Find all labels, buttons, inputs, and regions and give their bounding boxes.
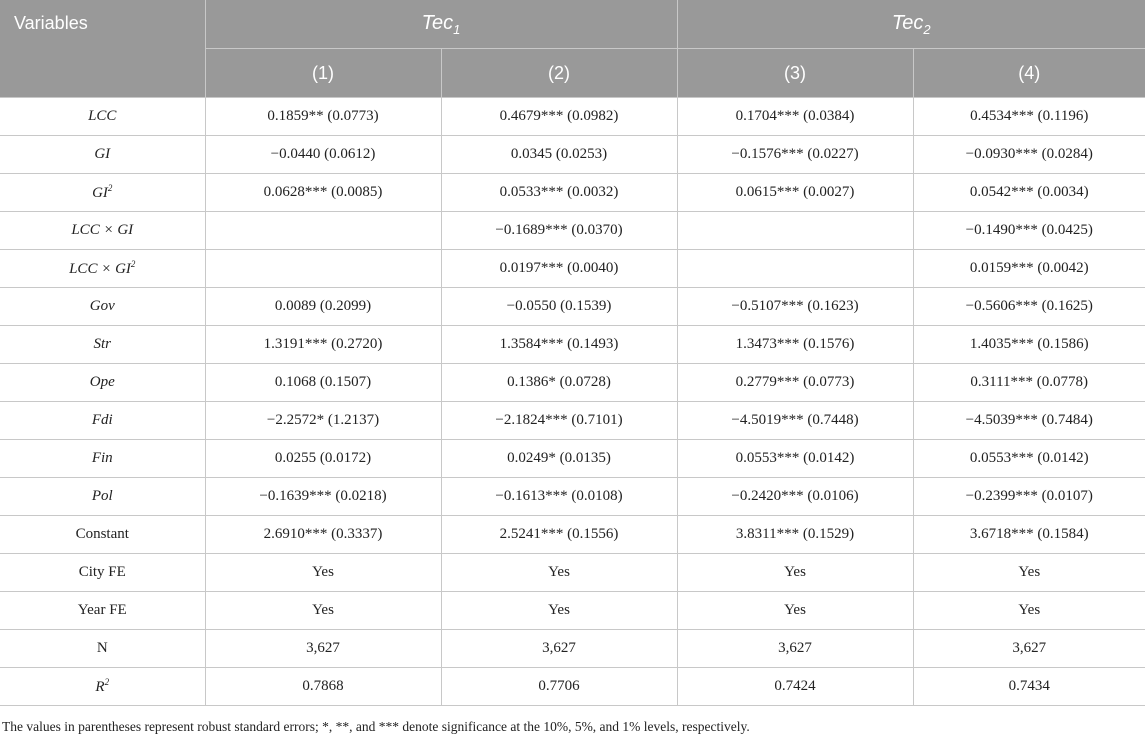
row-label-text: Fdi bbox=[91, 412, 113, 428]
row-label bbox=[0, 174, 205, 212]
table-cell: −0.1639*** (0.0218) bbox=[205, 478, 441, 516]
table-cell: 0.2779*** (0.0773) bbox=[677, 364, 913, 402]
table-header bbox=[0, 0, 1145, 98]
table-cell: 1.3191*** (0.2720) bbox=[205, 326, 441, 364]
table-cell: Yes bbox=[441, 592, 677, 630]
table-row bbox=[0, 174, 1145, 212]
row-label bbox=[0, 402, 205, 440]
table-cell: −0.1576*** (0.0227) bbox=[677, 136, 913, 174]
table-cell: 1.3473*** (0.1576) bbox=[677, 326, 913, 364]
table-cell: −0.1689*** (0.0370) bbox=[441, 212, 677, 250]
row-label-text: Gov bbox=[89, 298, 115, 314]
table-row bbox=[0, 440, 1145, 478]
table-footnote: The values in parentheses represent robust standard errors; *, **, and *** denote significance at the 10%, 5%, and 1% levels, respectively. bbox=[2, 719, 750, 734]
row-label bbox=[0, 630, 205, 668]
table-cell: −4.5039*** (0.7484) bbox=[913, 402, 1145, 440]
table-cell: −2.2572* (1.2137) bbox=[205, 402, 441, 440]
row-label bbox=[0, 440, 205, 478]
table-cell: Yes bbox=[441, 554, 677, 592]
group-header-base: Tec bbox=[891, 11, 924, 34]
row-label-superscript: 2 bbox=[104, 677, 110, 687]
table-cell: 2.5241*** (0.1556) bbox=[441, 516, 677, 554]
table-cell: −0.0440 (0.0612) bbox=[205, 136, 441, 174]
table-cell: 1.4035*** (0.1586) bbox=[913, 326, 1145, 364]
row-label-text: Year FE bbox=[77, 602, 127, 618]
table-cell: Yes bbox=[913, 554, 1145, 592]
table-cell: 0.0553*** (0.0142) bbox=[677, 440, 913, 478]
row-label bbox=[0, 288, 205, 326]
table-cell: −0.1613*** (0.0108) bbox=[441, 478, 677, 516]
table-cell: 0.0089 (0.2099) bbox=[205, 288, 441, 326]
table-cell: 0.7434 bbox=[913, 668, 1145, 706]
row-label bbox=[0, 592, 205, 630]
table-cell: 0.7706 bbox=[441, 668, 677, 706]
table-row bbox=[0, 592, 1145, 630]
table-cell bbox=[205, 212, 441, 250]
table-cell bbox=[677, 250, 913, 288]
table-cell: 0.0553*** (0.0142) bbox=[913, 440, 1145, 478]
table-row bbox=[0, 98, 1145, 136]
row-label-text: Fin bbox=[91, 450, 113, 466]
table-cell: 3,627 bbox=[677, 630, 913, 668]
row-label bbox=[0, 326, 205, 364]
table-cell: 0.0615*** (0.0027) bbox=[677, 174, 913, 212]
row-label bbox=[0, 364, 205, 402]
table-cell: Yes bbox=[677, 592, 913, 630]
group-header-base: Tec bbox=[421, 11, 454, 34]
group-header-subscript: 2 bbox=[923, 21, 931, 37]
table-cell: 0.0542*** (0.0034) bbox=[913, 174, 1145, 212]
table-row bbox=[0, 136, 1145, 174]
row-label-text: Constant bbox=[75, 526, 129, 542]
table-cell: 0.0628*** (0.0085) bbox=[205, 174, 441, 212]
row-label bbox=[0, 212, 205, 250]
table-cell: −0.2420*** (0.0106) bbox=[677, 478, 913, 516]
table-cell: −0.0930*** (0.0284) bbox=[913, 136, 1145, 174]
table-cell: −0.2399*** (0.0107) bbox=[913, 478, 1145, 516]
table-cell: 3.8311*** (0.1529) bbox=[677, 516, 913, 554]
row-label-text: LCC × GI bbox=[69, 261, 131, 277]
table-cell: 0.4679*** (0.0982) bbox=[441, 98, 677, 136]
row-label-text: LCC × GI bbox=[71, 222, 134, 238]
row-label-text: N bbox=[96, 640, 108, 656]
row-label-text: Str bbox=[93, 336, 111, 352]
table-cell: 0.0533*** (0.0032) bbox=[441, 174, 677, 212]
table-cell bbox=[205, 250, 441, 288]
table-cell: 0.1386* (0.0728) bbox=[441, 364, 677, 402]
table-row bbox=[0, 212, 1145, 250]
table-cell: −4.5019*** (0.7448) bbox=[677, 402, 913, 440]
table-cell: −0.1490*** (0.0425) bbox=[913, 212, 1145, 250]
table-cell: 0.1068 (0.1507) bbox=[205, 364, 441, 402]
row-label-superscript: 2 bbox=[130, 259, 136, 269]
table-cell: 0.0345 (0.0253) bbox=[441, 136, 677, 174]
table-cell: 0.7424 bbox=[677, 668, 913, 706]
table-cell: Yes bbox=[913, 592, 1145, 630]
table-row bbox=[0, 326, 1145, 364]
table-body bbox=[0, 98, 1145, 706]
table-cell: −0.5107*** (0.1623) bbox=[677, 288, 913, 326]
row-label bbox=[0, 516, 205, 554]
row-label-text: GI bbox=[94, 146, 111, 162]
table-cell: 0.3111*** (0.0778) bbox=[913, 364, 1145, 402]
table-cell: −0.0550 (0.1539) bbox=[441, 288, 677, 326]
table-cell: 0.0255 (0.0172) bbox=[205, 440, 441, 478]
table-cell: 0.1859** (0.0773) bbox=[205, 98, 441, 136]
row-label bbox=[0, 136, 205, 174]
row-label-superscript: 2 bbox=[107, 183, 113, 193]
table-cell: Yes bbox=[205, 554, 441, 592]
row-label bbox=[0, 250, 205, 288]
table-cell: 3,627 bbox=[205, 630, 441, 668]
table-cell: 0.7868 bbox=[205, 668, 441, 706]
row-label bbox=[0, 554, 205, 592]
row-label-text: City FE bbox=[78, 564, 126, 580]
row-label-text: R bbox=[95, 679, 105, 695]
row-label bbox=[0, 668, 205, 706]
row-label-text: LCC bbox=[88, 108, 117, 124]
table-row bbox=[0, 288, 1145, 326]
table-row bbox=[0, 364, 1145, 402]
table-row bbox=[0, 250, 1145, 288]
table-cell: 0.1704*** (0.0384) bbox=[677, 98, 913, 136]
table-row bbox=[0, 402, 1145, 440]
table-cell bbox=[677, 212, 913, 250]
table-cell: −2.1824*** (0.7101) bbox=[441, 402, 677, 440]
row-label-text: Ope bbox=[89, 374, 115, 390]
table-cell: 3,627 bbox=[913, 630, 1145, 668]
table-cell: Yes bbox=[677, 554, 913, 592]
row-label bbox=[0, 478, 205, 516]
table-cell: 0.4534*** (0.1196) bbox=[913, 98, 1145, 136]
row-label-text: GI bbox=[92, 185, 108, 201]
table-row bbox=[0, 478, 1145, 516]
table-row bbox=[0, 554, 1145, 592]
table-cell: 3,627 bbox=[441, 630, 677, 668]
column-header-1: (1) bbox=[205, 49, 441, 98]
table-row bbox=[0, 630, 1145, 668]
column-header-3: (3) bbox=[677, 49, 913, 98]
group-header-subscript: 1 bbox=[453, 21, 461, 37]
table-cell: 1.3584*** (0.1493) bbox=[441, 326, 677, 364]
column-header-2: (2) bbox=[441, 49, 677, 98]
variables-header: Variables bbox=[0, 0, 205, 98]
table-cell: 0.0159*** (0.0042) bbox=[913, 250, 1145, 288]
row-label-text: Pol bbox=[91, 488, 113, 504]
table-cell: −0.5606*** (0.1625) bbox=[913, 288, 1145, 326]
column-header-4: (4) bbox=[913, 49, 1145, 98]
table-row bbox=[0, 668, 1145, 706]
table-cell: 0.0197*** (0.0040) bbox=[441, 250, 677, 288]
table-cell: 0.0249* (0.0135) bbox=[441, 440, 677, 478]
table-cell: Yes bbox=[205, 592, 441, 630]
table-cell: 3.6718*** (0.1584) bbox=[913, 516, 1145, 554]
table-row bbox=[0, 516, 1145, 554]
group-header-tec2 bbox=[677, 0, 1145, 49]
row-label bbox=[0, 98, 205, 136]
group-header-tec1 bbox=[205, 0, 677, 49]
table-cell: 2.6910*** (0.3337) bbox=[205, 516, 441, 554]
